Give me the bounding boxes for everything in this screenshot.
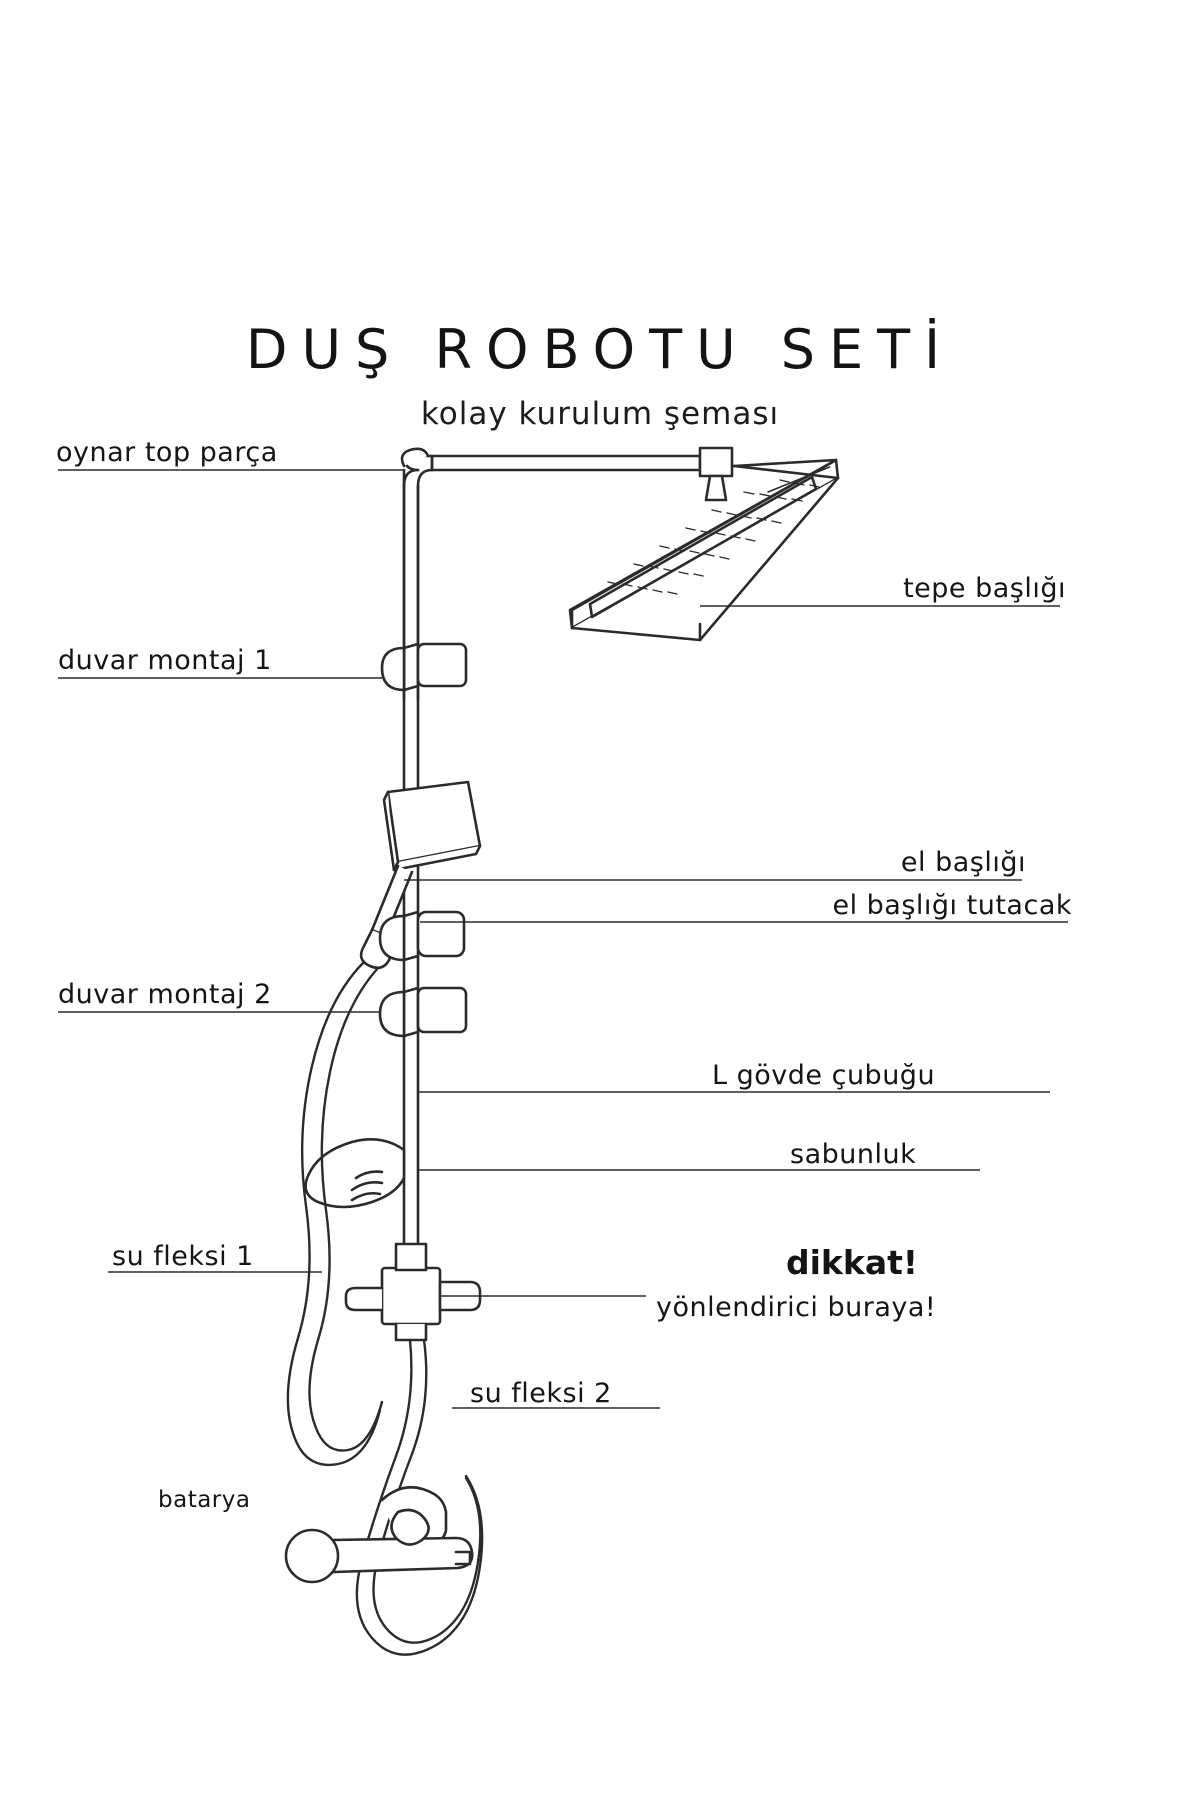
hand-shower-head <box>384 782 480 870</box>
label-oynar-top-parca: oynar top parça <box>56 437 278 468</box>
page-title: DUŞ ROBOTU SETİ <box>245 318 955 381</box>
ball-joint-part <box>402 449 428 466</box>
label-su-fleksi-1: su fleksi 1 <box>112 1241 254 1272</box>
water-hose-1 <box>288 962 382 1465</box>
label-l-govde-cubugu: L gövde çubuğu <box>712 1060 936 1091</box>
label-dikkat: dikkat! <box>786 1243 918 1282</box>
page-subtitle: kolay kurulum şeması <box>420 396 780 432</box>
wall-mount-2 <box>380 988 466 1036</box>
wall-mount-1 <box>382 644 466 690</box>
label-duvar-montaj-1: duvar montaj 1 <box>58 645 272 676</box>
label-el-basligi: el başlığı <box>900 847 1026 878</box>
head-connector <box>700 448 732 500</box>
label-yonlendirici-buraya: yönlendirici buraya! <box>656 1292 937 1323</box>
label-el-basligi-tutacak: el başlığı tutacak <box>832 890 1072 921</box>
label-sabunluk: sabunluk <box>790 1139 917 1170</box>
label-tepe-basligi: tepe başlığı <box>903 573 1066 604</box>
label-su-fleksi-2: su fleksi 2 <box>470 1378 612 1409</box>
riser-bar <box>404 486 418 1330</box>
soap-dish <box>306 1139 404 1207</box>
diverter-valve <box>346 1244 480 1340</box>
label-duvar-montaj-2: duvar montaj 2 <box>58 979 272 1010</box>
label-batarya: batarya <box>158 1487 251 1513</box>
hand-shower-holder <box>380 912 464 960</box>
rain-shower-head <box>570 460 838 640</box>
